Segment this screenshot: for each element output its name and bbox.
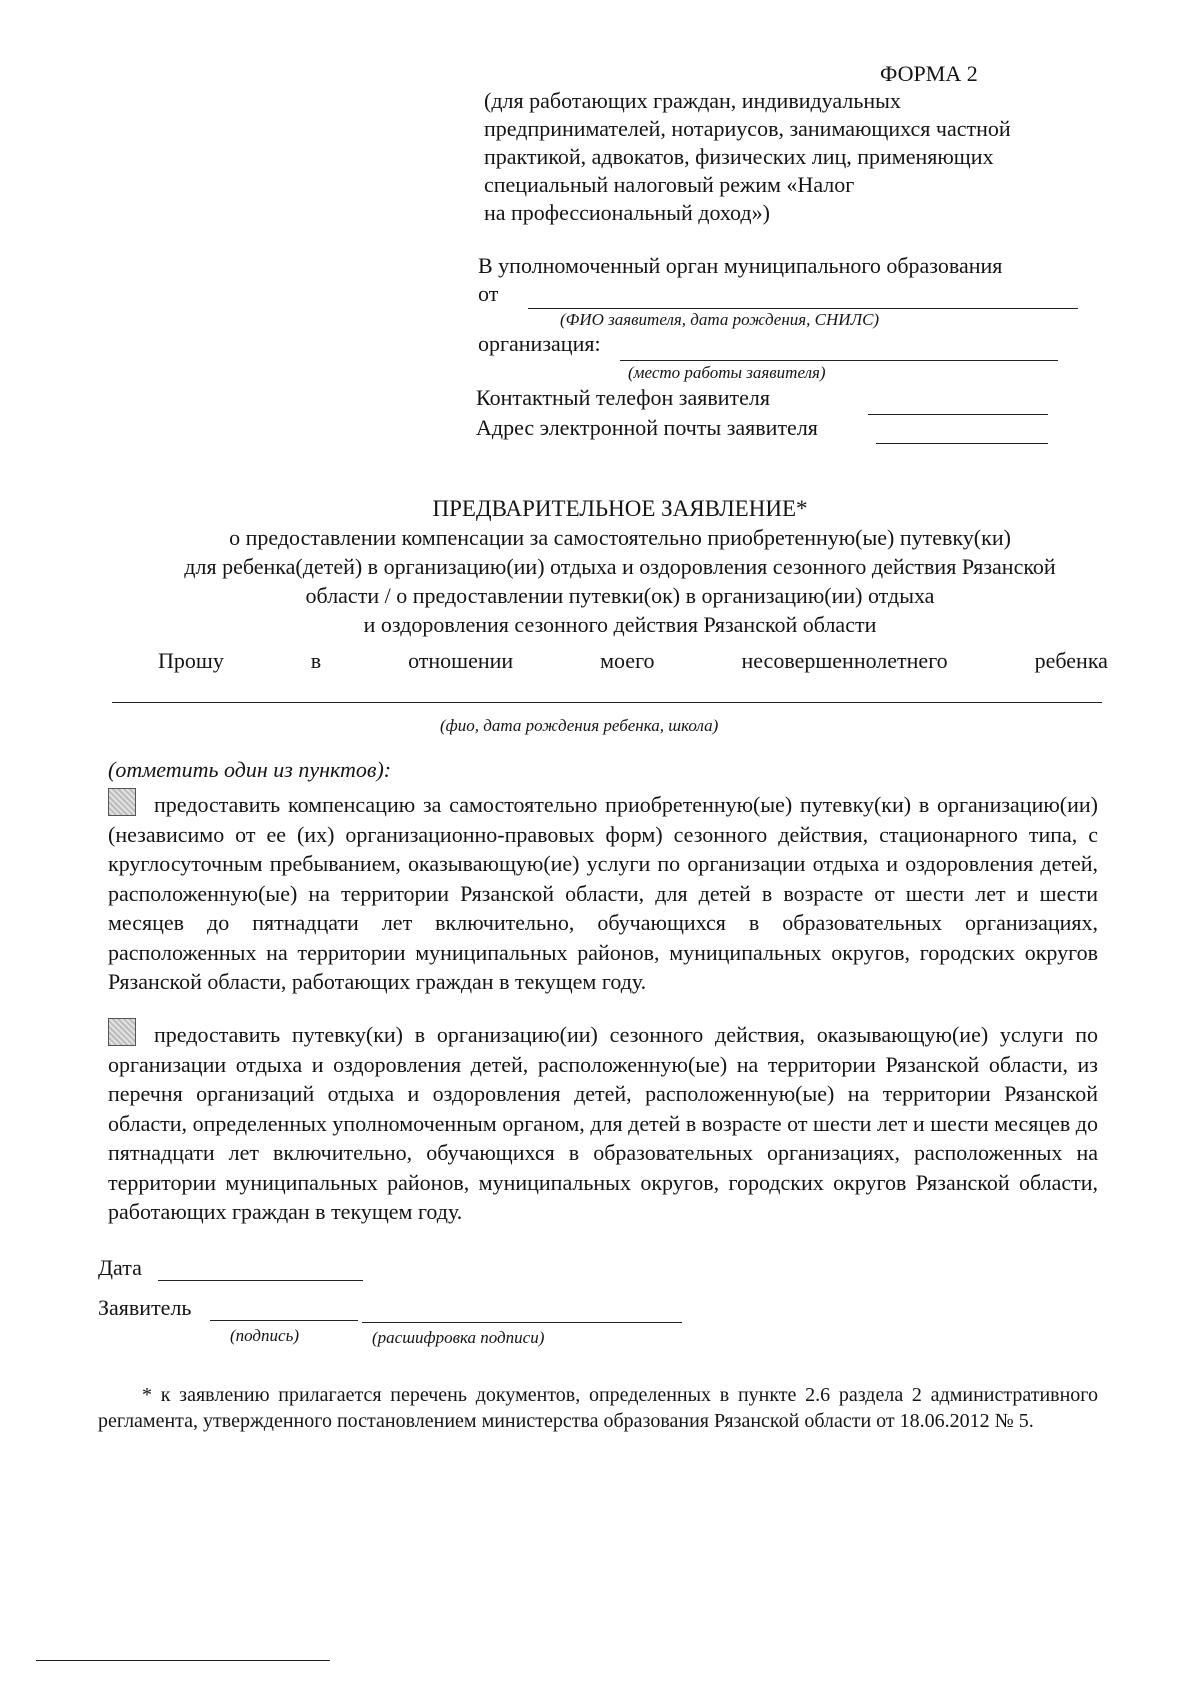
org-field[interactable] (620, 360, 1058, 361)
option-2-text: предоставить путевку(ки) в организацию(ии) сезонного действия, оказывающую(ие) услуги по организации отдыха и оздоровления детей, расположенную(ые) на территории Рязанской области, из перечня организаций отдыха и оздоровления детей, расположенную(ые) на территории Рязанской области, определенных уполномоченным органом, для детей в возрасте от шести лет и шести месяцев до пятнадцати лет включительно, обучающихся в образовательных организациях, расположенных на территории муниципальных районов, муниципальных округов, городских округов Рязанской области, работающих граждан в текущем году. (108, 1022, 1098, 1224)
bottom-rule (36, 1660, 330, 1661)
request-word: моего (600, 648, 655, 673)
date-field[interactable] (158, 1280, 363, 1281)
phone-label: Контактный телефон заявителя (476, 385, 770, 410)
child-info-field[interactable] (112, 702, 1102, 703)
signature-decode-field[interactable] (362, 1322, 682, 1323)
header-line: практикой, адвокатов, физических лиц, применяющих (484, 144, 994, 169)
header-line: (для работающих граждан, индивидуальных (484, 88, 901, 113)
child-caption: (фио, дата рождения ребенка, школа) (440, 716, 719, 735)
title-line: для ребенка(детей) в организацию(ии) отдыха и оздоровления сезонного действия Рязанской (184, 554, 1056, 579)
choose-note: (отметить один из пунктов): (108, 757, 392, 782)
request-word: ребенка (1034, 648, 1108, 673)
option-1-text: предоставить компенсацию за самостоятельно приобретенную(ые) путевку(ки) в организацию(ии) (независимо от ее (их) организационно-правовых форм) сезонного действия, стационарного типа, с круглосуточным пребыванием, оказывающую(ие) услуги по организации отдыха и оздоровления детей, расположенную(ые) на территории Рязанской области, для детей в возрасте от шести лет и шести месяцев до пятнадцати лет включительно, обучающихся в образовательных организациях, расположенных на территории муниципальных районов, муниципальных округов, городских округов Рязанской области, работающих граждан в текущем году. (108, 792, 1098, 994)
addressee-to: В уполномоченный орган муниципального образования (478, 253, 1003, 278)
email-label: Адрес электронной почты заявителя (476, 415, 818, 440)
email-field[interactable] (876, 443, 1048, 444)
org-label: организация: (478, 331, 601, 356)
signature-decode-caption: (расшифровка подписи) (372, 1328, 545, 1347)
signature-caption: (подпись) (230, 1326, 299, 1345)
request-line (158, 648, 1108, 674)
request-word: отношении (408, 648, 514, 673)
title-block (120, 494, 1120, 639)
header-block (484, 87, 1084, 227)
header-line: предпринимателей, нотариусов, занимающихся частной (484, 116, 1011, 141)
applicant-label: Заявитель (98, 1295, 192, 1320)
option-2 (108, 1018, 1098, 1227)
from-field[interactable] (528, 308, 1078, 309)
signature-field[interactable] (210, 1320, 358, 1321)
footnote: * к заявлению прилагается перечень документов, определенных в пункте 2.6 раздела 2 административного регламента, утвержденного постановлением министерства образования Рязанской области от 18.06.2012 № 5. (98, 1384, 1098, 1432)
request-word: Прошу (158, 648, 224, 673)
option-1 (108, 788, 1098, 997)
date-label: Дата (98, 1255, 142, 1280)
request-word: в (310, 648, 322, 673)
from-label: от (478, 281, 499, 306)
title-line: о предоставлении компенсации за самостоятельно приобретенную(ые) путевку(ки) (229, 525, 1011, 550)
form-label: ФОРМА 2 (880, 61, 978, 86)
title-heading: ПРЕДВАРИТЕЛЬНОЕ ЗАЯВЛЕНИЕ* (432, 496, 808, 521)
title-line: области / о предоставлении путевки(ок) в организацию(ии) отдыха (305, 583, 935, 608)
org-caption: (место работы заявителя) (628, 363, 826, 382)
option-1-checkbox[interactable] (108, 788, 136, 816)
from-caption: (ФИО заявителя, дата рождения, СНИЛС) (560, 310, 880, 329)
phone-field[interactable] (868, 414, 1048, 415)
request-word: несовершеннолетнего (741, 648, 948, 673)
header-line: на профессиональный доход») (484, 200, 770, 225)
header-line: специальный налоговый режим «Налог (484, 172, 855, 197)
option-2-checkbox[interactable] (108, 1018, 136, 1046)
title-line: и оздоровления сезонного действия Рязанской области (363, 612, 877, 637)
